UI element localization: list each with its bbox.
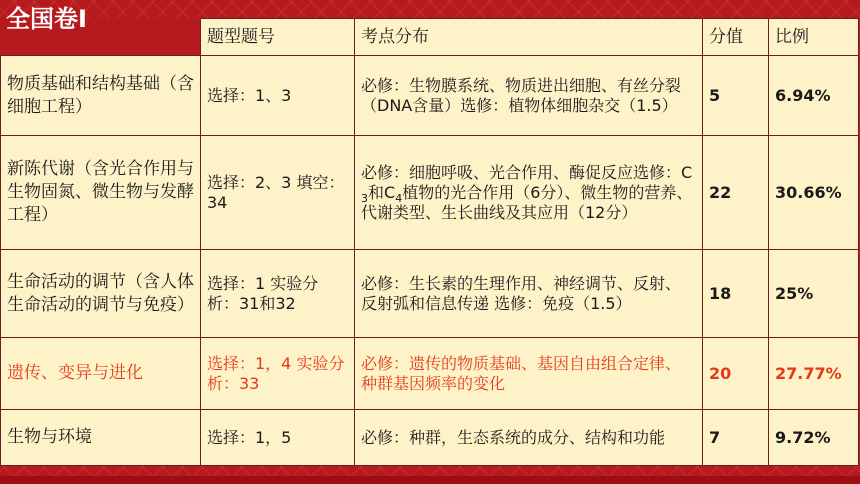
score-cell: 7 [703,410,769,466]
points-cell: 必修：遗传的物质基础、基因自由组合定律、种群基因频率的变化 [355,338,703,410]
subscript-3: 3 [361,191,368,205]
question-type-cell: 选择：1、3 [201,56,355,136]
score-cell: 22 [703,136,769,250]
topic-cell: 遗传、变异与进化 [1,338,201,410]
topic-cell: 新陈代谢（含光合作用与生物固氮、微生物与发酵工程） [1,136,201,250]
subscript-4: 4 [395,191,403,205]
score-cell: 5 [703,56,769,136]
slide-title: 全国卷Ⅰ [6,5,87,33]
points-cell: 必修：生物膜系统、物质进出细胞、有丝分裂（DNA含量）选修：植物体细胞杂交（1.5） [355,56,703,136]
score-cell: 20 [703,338,769,410]
points-cell: 必修：生长素的生理作用、神经调节、反射、反射弧和信息传递 选修：免疫（1.5） [355,250,703,338]
question-type-cell: 选择：1，5 [201,410,355,466]
ratio-cell: 6.94% [769,56,859,136]
question-type-cell: 选择：1 实验分析：31和32 [201,250,355,338]
points-text-a: 必修：细胞呼吸、光合作用、酶促反应选修：C [361,162,693,182]
question-type-cell: 选择：1，4 实验分析：33 [201,338,355,410]
table-row [1,136,859,250]
points-text-b: 和C [368,182,396,202]
question-type-cell: 选择：2、3 填空：34 [201,136,355,250]
header-ratio: 比例 [769,19,859,56]
table-row-highlighted [1,338,859,410]
header-points: 考点分布 [355,19,703,56]
ratio-cell: 27.77% [769,338,859,410]
exam-analysis-table [0,18,859,466]
topic-cell: 物质基础和结构基础（含细胞工程） [1,56,201,136]
points-cell: 必修：种群，生态系统的成分、结构和功能 [355,410,703,466]
ratio-cell: 25% [769,250,859,338]
topic-cell: 生物与环境 [1,410,201,466]
table-row [1,410,859,466]
header-score: 分值 [703,19,769,56]
table-header-row [1,19,859,56]
header-question-type: 题型题号 [201,19,355,56]
points-cell [355,136,703,250]
topic-cell: 生命活动的调节（含人体生命活动的调节与免疫） [1,250,201,338]
bottom-bar [0,476,860,484]
points-text-c: 植物的光合作用（6分）、微生物的营养、代谢类型、生长曲线及其应用（12分） [361,182,693,222]
table-row [1,250,859,338]
ratio-cell: 9.72% [769,410,859,466]
ratio-cell: 30.66% [769,136,859,250]
score-cell: 18 [703,250,769,338]
table-row [1,56,859,136]
